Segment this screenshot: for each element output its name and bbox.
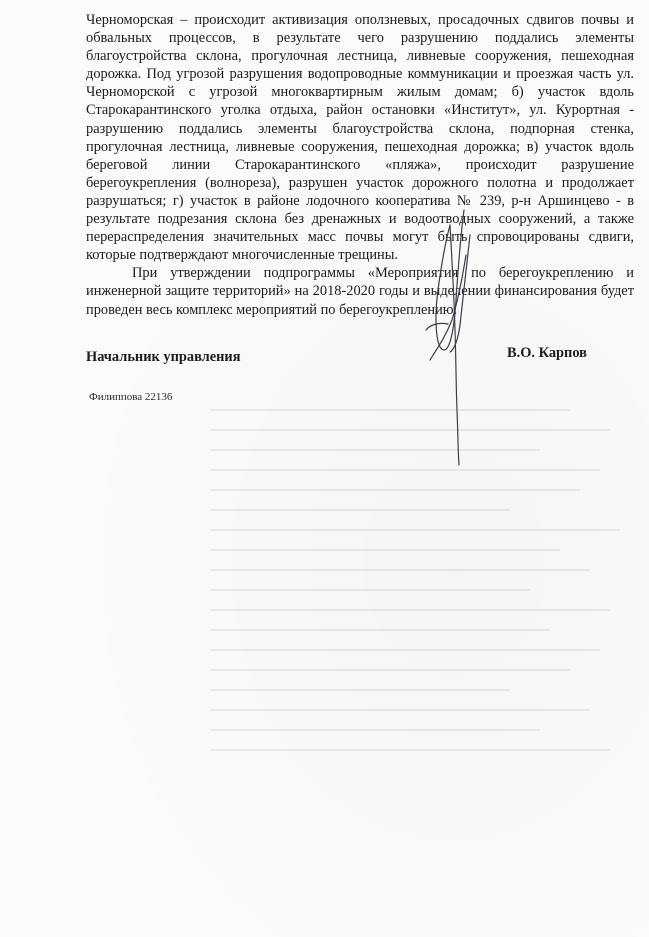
signatory-name: В.О. Карпов <box>507 345 587 361</box>
body-text <box>86 11 634 319</box>
body-paragraph-1: Черноморская – происходит активизация оползневых, просадочных сдвигов почвы и обвальных процессов, в результате чего разрушению поддались элементы благоустройства склона, прогулочная лестница, ливневые сооружения, пешеходная дорожка. Под угрозой разрушения водопроводные коммуникации и проезжая часть ул. Черноморской с угрозой многоквартирным жилым домам; б) участок вдоль Старокарантинского уголка отдыха, район остановки «Институт», ул. Курортная - разрушению поддались элементы благоустройства склона, подпорная стенка, прогулочная лестница, ливневые сооружения, пешеходная дорожка; в) участок вдоль береговой линии Старокарантинского «пляжа», происходит разрушение берегоукрепления (волнореза), разрушен участок дорожного полотна и продолжает разрушаться; г) участок в районе лодочного кооператива № 239, р-н Аршинцево - в результате подрезания склона без дренажных и водоотводных сооружений, а также перераспределения значительных масс почвы могут быть спровоцированы сдвиги, которые подтверждают многочисленные трещины. <box>86 12 634 264</box>
body-paragraph-2: При утверждении подпрограммы «Мероприятия по берегоукреплению и инженерной защите территорий» на 2018-2020 годы и выделении финансирования будет проведен весь комплекс мероприятий по берегоукреплению. <box>86 265 634 318</box>
executor-note: Филиппова 22136 <box>89 391 173 403</box>
signatory-title: Начальник управления <box>86 349 241 365</box>
handwritten-signature <box>400 200 490 470</box>
